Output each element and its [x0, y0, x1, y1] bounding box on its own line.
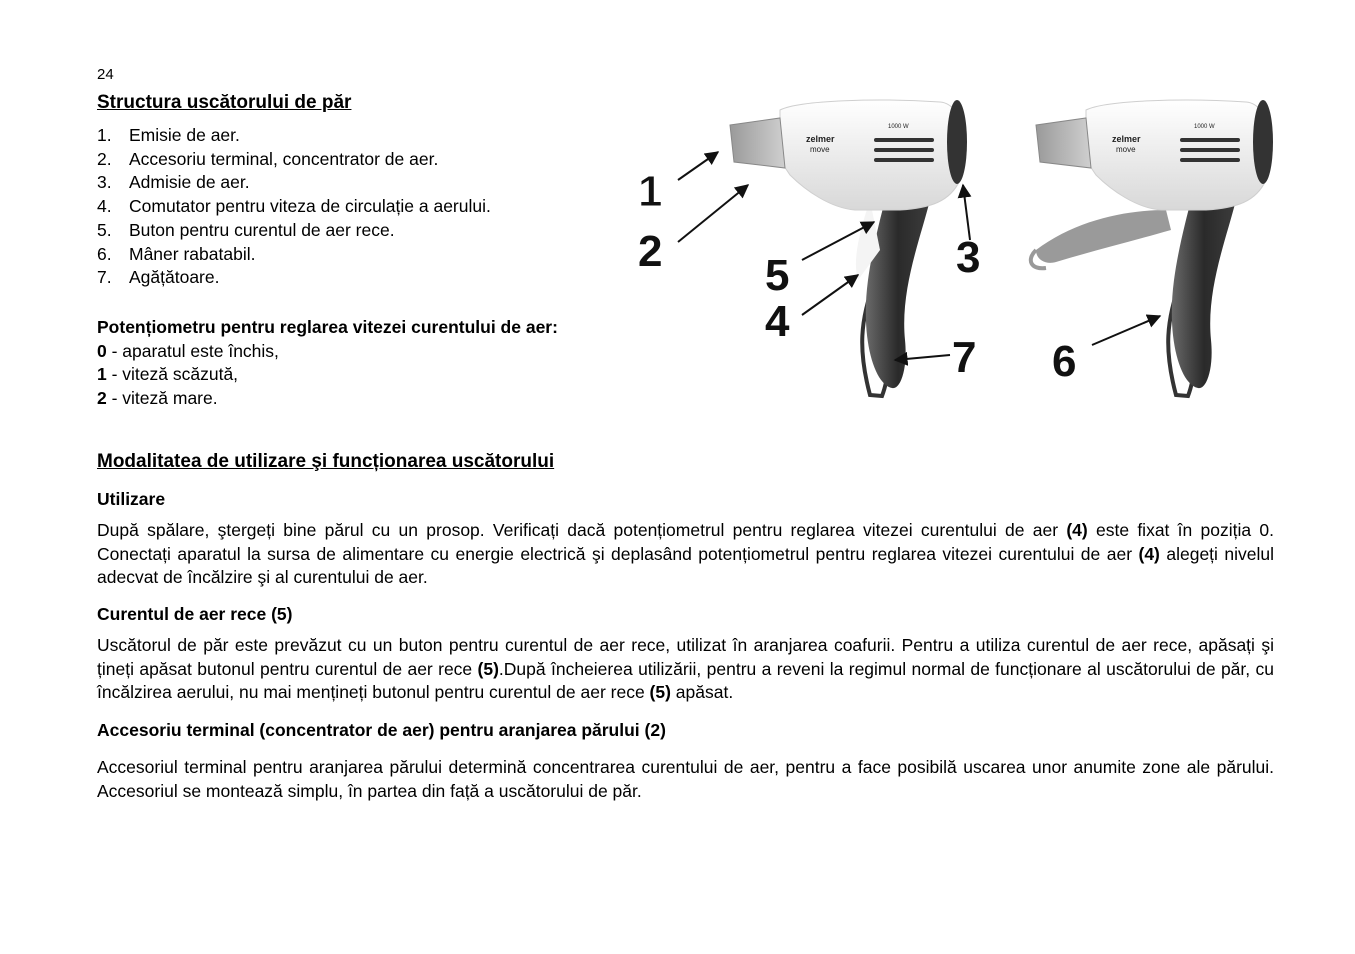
structure-title: Structura uscătorului de păr: [97, 92, 352, 113]
list-item-text: Accesoriu terminal, concentrator de aer.: [129, 148, 439, 169]
reference-bold: (5): [649, 682, 671, 702]
paragraph-accessory: [97, 756, 1274, 803]
list-item-text: Comutator pentru viteza de circulație a aerului.: [129, 196, 491, 217]
list-item: [97, 171, 491, 195]
text-run: este fixat în poziția 0. Conectați aparatul la sursa de alimentare cu energie electrică şi deplasând potențiometrul pentru reglarea vitezei curentului de aer: [97, 520, 1274, 564]
power-label: 1000 W: [1194, 124, 1215, 130]
list-item: [97, 266, 491, 290]
list-item-number: 6.: [97, 243, 112, 264]
dryer-body: [1086, 100, 1271, 210]
potentiometer-block: [97, 316, 558, 410]
list-item-text: Admisie de aer.: [129, 172, 250, 193]
air-intake-grill: [1253, 100, 1273, 184]
power-label: 1000 W: [888, 124, 909, 130]
potentiometer-level: [97, 340, 558, 364]
potentiometer-title: Potențiometru pentru reglarea vitezei curentului de aer:: [97, 317, 558, 337]
model-label: move: [810, 145, 830, 154]
concentrator-nozzle: [730, 118, 785, 168]
paragraph-utilizare: [97, 519, 1274, 590]
potentiometer-level: [97, 363, 558, 387]
reference-bold: (5): [477, 658, 499, 679]
callout-2: 2: [638, 227, 663, 276]
list-item-number: 7.: [97, 267, 112, 288]
paragraph-cold-air: [97, 634, 1274, 705]
arrow-4: [802, 275, 858, 315]
list-item-number: 3.: [97, 172, 112, 193]
callout-1: 1: [638, 167, 663, 216]
list-item-number: 5.: [97, 219, 112, 240]
air-intake-grill: [947, 100, 967, 184]
level-text: - viteză scăzută,: [106, 364, 239, 384]
parts-list: [97, 124, 491, 290]
brand-label: zelmer: [1112, 134, 1141, 144]
section-heading-accessory: Accesoriu terminal (concentrator de aer) pentru aranjarea părului (2): [97, 720, 666, 740]
list-item: [97, 219, 491, 243]
arrow-1: [678, 152, 718, 180]
list-item: [97, 195, 491, 219]
list-item: [97, 243, 491, 267]
list-item-number: 2.: [97, 148, 112, 169]
text-run: apăsat.: [670, 682, 734, 702]
brand-label: zelmer: [806, 134, 835, 144]
text-run: Uscătorul de păr este prevăzut cu un buton pentru curentul de aer rece, utilizat în aranjarea coafurii. Pentru a utiliza curentul de aer rece, apăsați şi țineți apăsat butonul pentru curentul de aer rece: [97, 635, 1274, 679]
list-item-text: Buton pentru curentul de aer rece.: [129, 219, 395, 240]
level-key: 0: [97, 340, 107, 361]
text-run: alegeți nivelul adecvat de încălzire şi al curentului de aer.: [97, 543, 1274, 587]
hair-dryer-figure: [630, 90, 1290, 410]
folded-handle: [1036, 210, 1171, 263]
usage-title: Modalitatea de utilizare şi funcționarea uscătorului: [97, 451, 555, 472]
level-key: 2: [97, 387, 107, 408]
text-run: .După încheierea utilizării, pentru a reveni la regimul normal de funcționare al uscătorului de păr, cu încălzirea aerului, nu mai mențineți butonul pentru curentul de aer rece: [97, 658, 1274, 702]
dryer-left: [730, 100, 967, 396]
list-item-text: Mâner rabatabil.: [129, 243, 256, 264]
reference-bold: (4): [1138, 543, 1160, 564]
callout-7: 7: [952, 333, 977, 382]
arrow-2: [678, 185, 748, 242]
model-label: move: [1116, 145, 1136, 154]
level-text: - viteză mare.: [106, 387, 218, 408]
list-item: [97, 124, 491, 148]
callout-4: 4: [765, 297, 790, 346]
text-run: După spălare, ştergeți bine părul cu un prosop. Verificați dacă potențiometrul pentru reglarea vitezei curentului de aer: [97, 520, 1067, 540]
potentiometer-level: [97, 387, 558, 411]
dryer-body: [780, 100, 965, 210]
section-heading-utilizare: Utilizare: [97, 489, 166, 509]
concentrator-nozzle: [1036, 118, 1091, 168]
handle: [1172, 200, 1236, 388]
list-item-number: 1.: [97, 125, 112, 145]
callout-6: 6: [1052, 337, 1077, 386]
page-number: 24: [97, 66, 114, 83]
reference-bold: (4): [1066, 520, 1088, 540]
list-item: [97, 148, 491, 172]
arrow-3: [963, 185, 970, 240]
level-text: - aparatul este închis,: [106, 340, 279, 361]
section-heading-cold-air: Curentul de aer rece (5): [97, 604, 293, 624]
callout-5: 5: [765, 251, 790, 300]
arrow-6: [1092, 316, 1160, 345]
list-item-text: Emisie de aer.: [129, 125, 240, 145]
level-key: 1: [97, 364, 107, 384]
list-item-number: 4.: [97, 196, 112, 217]
callout-3: 3: [956, 233, 981, 282]
text-run: Accesoriul terminal pentru aranjarea părului determină concentrarea curentului de aer, pentru a face posibilă uscarea unor anumite zone ale părului. Accesoriul se montează simplu, în partea din față a uscătorului de păr.: [97, 757, 1274, 801]
list-item-text: Agățătoare.: [129, 267, 220, 288]
